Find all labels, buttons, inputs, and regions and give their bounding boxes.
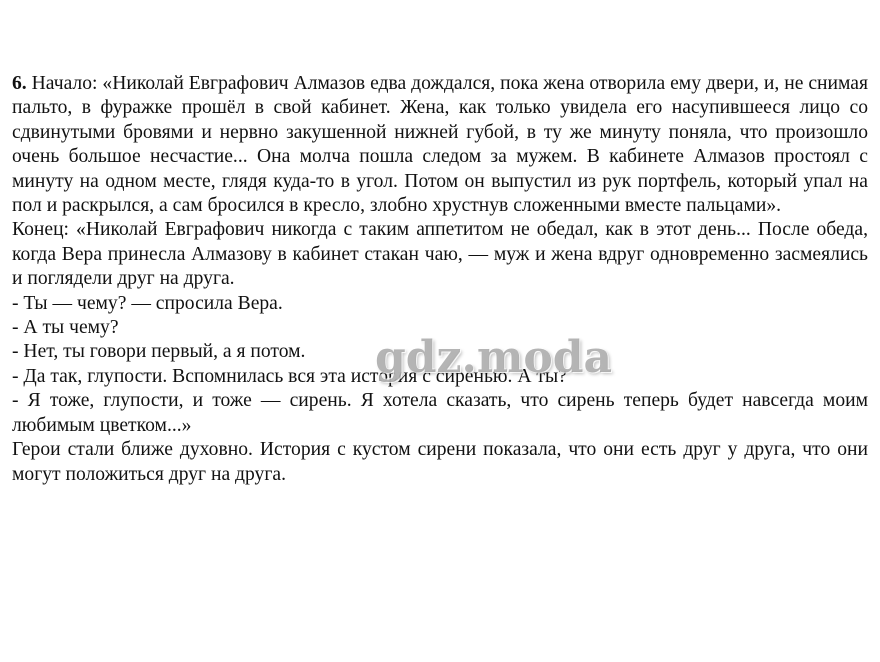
dialogue-line-3: - Нет, ты говори первый, а я потом.	[12, 341, 306, 363]
beginning-text: Начало: «Николай Евграфович Алмазов едва дождался, пока жена отворила ему двери, и, не снимая пальто, в фуражке прошёл в свой кабинет. Жена, как только увидела его насупившееся лицо со сдвинутыми бровями и нервно закушенной нижней губой, в ту же минуту поняла, что произошло очень большое несчастие... Она молча пошла следом за мужем. В кабинете Алмазов простоял с минуту на одном месте, глядя куда-то в угол. Потом он выпустил из рук портфель, который упал на пол и раскрылся, а сам бросился в кресло, злобно хрустнув сложенными вместе пальцами».	[12, 73, 868, 217]
dialogue-line-5: - Я тоже, глупости, и тоже — сирень. Я хотела сказать, что сирень теперь будет навсегда моим любимым цветком...»	[12, 390, 868, 436]
beginning-paragraph	[12, 72, 868, 218]
dialogue-line-2: - А ты чему?	[12, 317, 119, 339]
conclusion-paragraph: Герои стали ближе духовно. История с кустом сирени показала, что они есть друг у друга, что они могут положиться друг на друга.	[12, 439, 868, 485]
watermark-logo: gdz.moda	[375, 332, 613, 383]
document-body	[12, 72, 868, 487]
ending-paragraph: Конец: «Николай Евграфович никогда с таким аппетитом не обедал, как в этот день... После обеда, когда Вера принесла Алмазову в кабинет стакан чаю, — муж и жена вдруг одновременно засмеялись и поглядели друг на друга.	[12, 219, 868, 290]
dialogue-line-4: - Да так, глупости. Вспомнилась вся эта история с сиренью. А ты?	[12, 365, 567, 387]
dialogue-line-1: - Ты — чему? — спросила Вера.	[12, 292, 283, 314]
task-number: 6.	[12, 73, 27, 94]
